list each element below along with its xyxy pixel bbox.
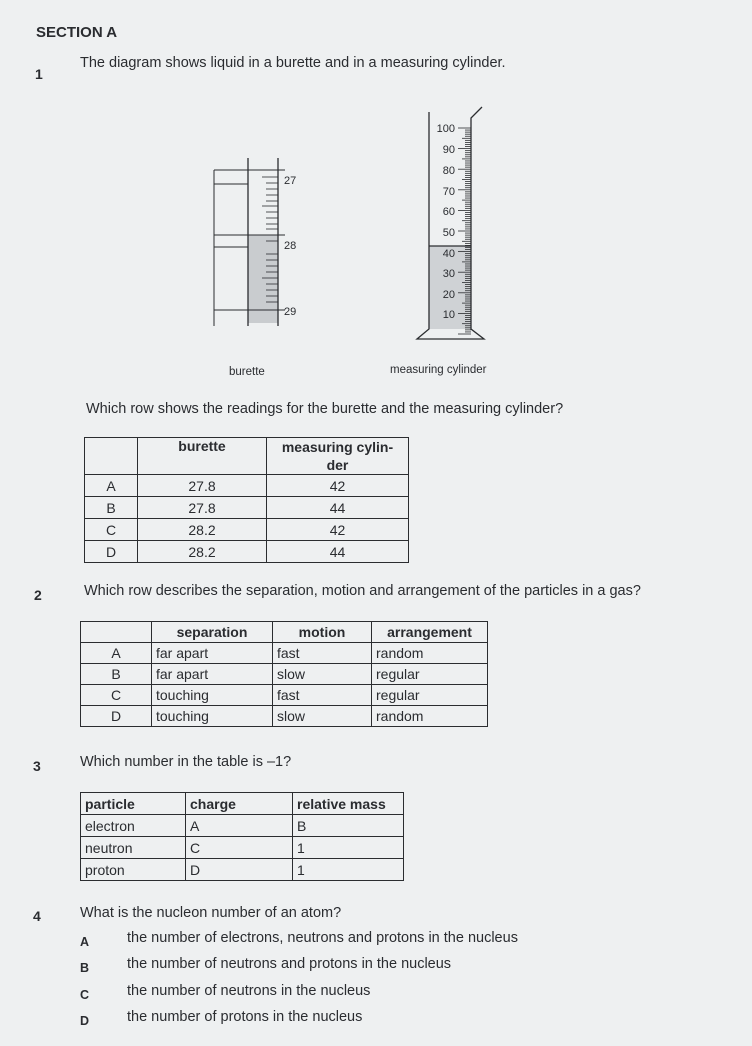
separation-cell: touching	[152, 685, 273, 706]
burette-caption: burette	[229, 366, 265, 378]
burette-reading: 28.2	[138, 541, 267, 563]
option-b-text[interactable]: the number of neutrons and protons in the nucleus	[127, 956, 452, 972]
burette-mark-28: 28	[284, 240, 297, 252]
motion-cell: slow	[273, 664, 372, 685]
q2-number: 2	[34, 587, 42, 603]
arrangement-cell: random	[372, 706, 488, 727]
cylinder-mark-100: 100	[436, 123, 455, 135]
row-letter: D	[81, 706, 152, 727]
header-burette: burette	[138, 438, 267, 475]
row-letter: B	[81, 664, 152, 685]
burette-reading: 27.8	[138, 497, 267, 519]
table-row	[81, 643, 488, 664]
particle-cell: proton	[81, 859, 186, 881]
header-relative-mass: relative mass	[293, 793, 404, 815]
table-row	[85, 541, 409, 563]
motion-cell: fast	[273, 685, 372, 706]
q4-number: 4	[33, 908, 41, 924]
cylinder-mark-70: 70	[442, 186, 455, 198]
header-measuring-cylinder: measuring cylin- der	[267, 438, 409, 475]
q3-number: 3	[33, 758, 41, 774]
q3-text: Which number in the table is –1?	[80, 754, 292, 770]
table-row	[81, 837, 404, 859]
table-header-row	[85, 438, 409, 475]
arrangement-cell: regular	[372, 664, 488, 685]
row-letter: A	[81, 643, 152, 664]
table-row	[81, 664, 488, 685]
mass-cell: B	[293, 815, 404, 837]
q1-table	[84, 437, 409, 563]
burette-mark-29: 29	[284, 306, 297, 318]
option-letter-a: A	[80, 935, 90, 949]
q1-number: 1	[35, 66, 43, 82]
mass-cell: 1	[293, 837, 404, 859]
table-row	[81, 859, 404, 881]
arrangement-cell: regular	[372, 685, 488, 706]
q1-question: Which row shows the readings for the burette and the measuring cylinder?	[86, 401, 564, 417]
row-letter: B	[85, 497, 138, 519]
arrangement-cell: random	[372, 643, 488, 664]
cylinder-reading: 44	[267, 497, 409, 519]
row-letter: A	[85, 475, 138, 497]
option-a-text[interactable]: the number of electrons, neutrons and protons in the nucleus	[127, 930, 518, 946]
q2-table	[80, 621, 488, 727]
q1-text: The diagram shows liquid in a burette and in a measuring cylinder.	[80, 55, 506, 71]
cylinder-mark-10: 10	[442, 309, 455, 321]
option-letter-d: D	[80, 1014, 90, 1028]
cylinder-mark-90: 90	[442, 144, 455, 156]
q2-text: Which row describes the separation, motion and arrangement of the particles in a gas?	[84, 583, 641, 599]
cylinder-mark-60: 60	[442, 206, 455, 218]
q3-table	[80, 792, 404, 881]
header-particle: particle	[81, 793, 186, 815]
option-letter-c: C	[80, 988, 90, 1002]
table-row	[81, 815, 404, 837]
measuring-cylinder-diagram	[412, 104, 492, 349]
cylinder-mark-40: 40	[442, 248, 455, 260]
burette-reading: 27.8	[138, 475, 267, 497]
table-row	[85, 475, 409, 497]
burette-reading: 28.2	[138, 519, 267, 541]
cylinder-mark-80: 80	[442, 165, 455, 177]
header-arrangement: arrangement	[372, 622, 488, 643]
q4-text: What is the nucleon number of an atom?	[80, 905, 342, 921]
charge-cell: A	[186, 815, 293, 837]
mass-cell: 1	[293, 859, 404, 881]
header-motion: motion	[273, 622, 372, 643]
table-header-row	[81, 622, 488, 643]
header-charge: charge	[186, 793, 293, 815]
option-letter-b: B	[80, 961, 90, 975]
cylinder-reading: 42	[267, 475, 409, 497]
motion-cell: slow	[273, 706, 372, 727]
particle-cell: neutron	[81, 837, 186, 859]
cylinder-mark-20: 20	[442, 289, 455, 301]
motion-cell: fast	[273, 643, 372, 664]
table-row	[85, 519, 409, 541]
burette-diagram	[200, 158, 320, 328]
option-d-text[interactable]: the number of protons in the nucleus	[127, 1009, 363, 1025]
section-title: SECTION A	[36, 24, 118, 41]
cylinder-reading: 42	[267, 519, 409, 541]
table-row	[81, 706, 488, 727]
separation-cell: touching	[152, 706, 273, 727]
separation-cell: far apart	[152, 643, 273, 664]
table-row	[81, 685, 488, 706]
cylinder-mark-50: 50	[442, 227, 455, 239]
cylinder-reading: 44	[267, 541, 409, 563]
cylinder-mark-30: 30	[442, 268, 455, 280]
row-letter: C	[85, 519, 138, 541]
charge-cell: C	[186, 837, 293, 859]
charge-cell: D	[186, 859, 293, 881]
cylinder-caption: measuring cylinder	[390, 364, 487, 376]
option-c-text[interactable]: the number of neutrons in the nucleus	[127, 983, 371, 999]
particle-cell: electron	[81, 815, 186, 837]
table-header-row	[81, 793, 404, 815]
burette-mark-27: 27	[284, 175, 297, 187]
table-row	[85, 497, 409, 519]
header-separation: separation	[152, 622, 273, 643]
row-letter: C	[81, 685, 152, 706]
row-letter: D	[85, 541, 138, 563]
separation-cell: far apart	[152, 664, 273, 685]
